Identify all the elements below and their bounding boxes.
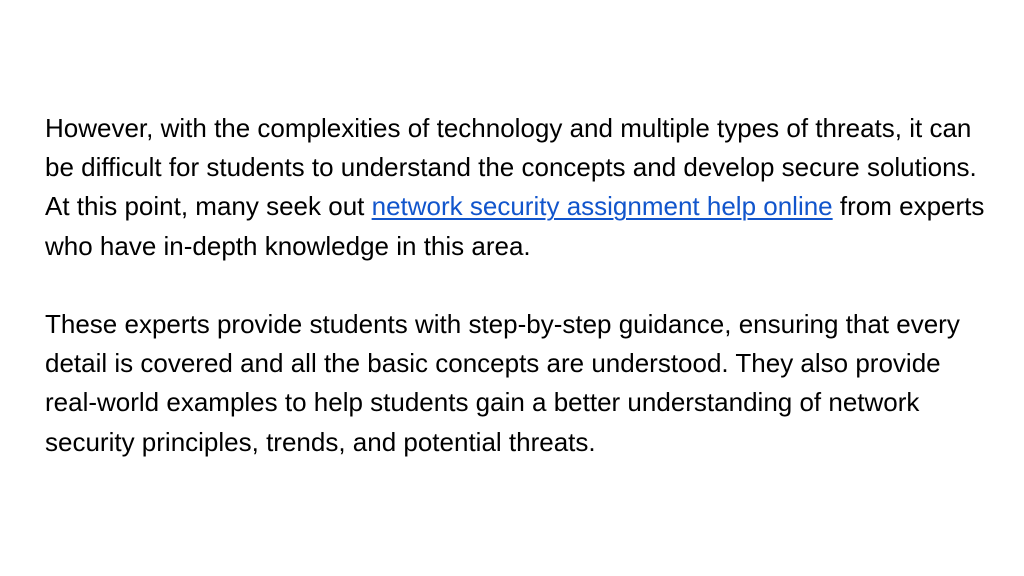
paragraph-2: These experts provide students with step-by-step guidance, ensuring that every detail is covered and all the basic concepts are understood. They also provide real-world examples to help students gain a better understanding of network security principles, trends, and potential threats. [45,309,960,457]
paragraph-1-text-start: However, with the complexities of technology and multiple types of threats, it can be difficult for students to understand the concepts and develop secure solutions. At this point, many seek out [45,113,977,222]
paragraph-1 [45,109,985,266]
paragraph-1-text-end: from experts who have in-depth knowledge in this area. [45,191,985,261]
network-security-help-link[interactable]: network security assignment help online [371,191,833,222]
body-text [45,109,985,462]
